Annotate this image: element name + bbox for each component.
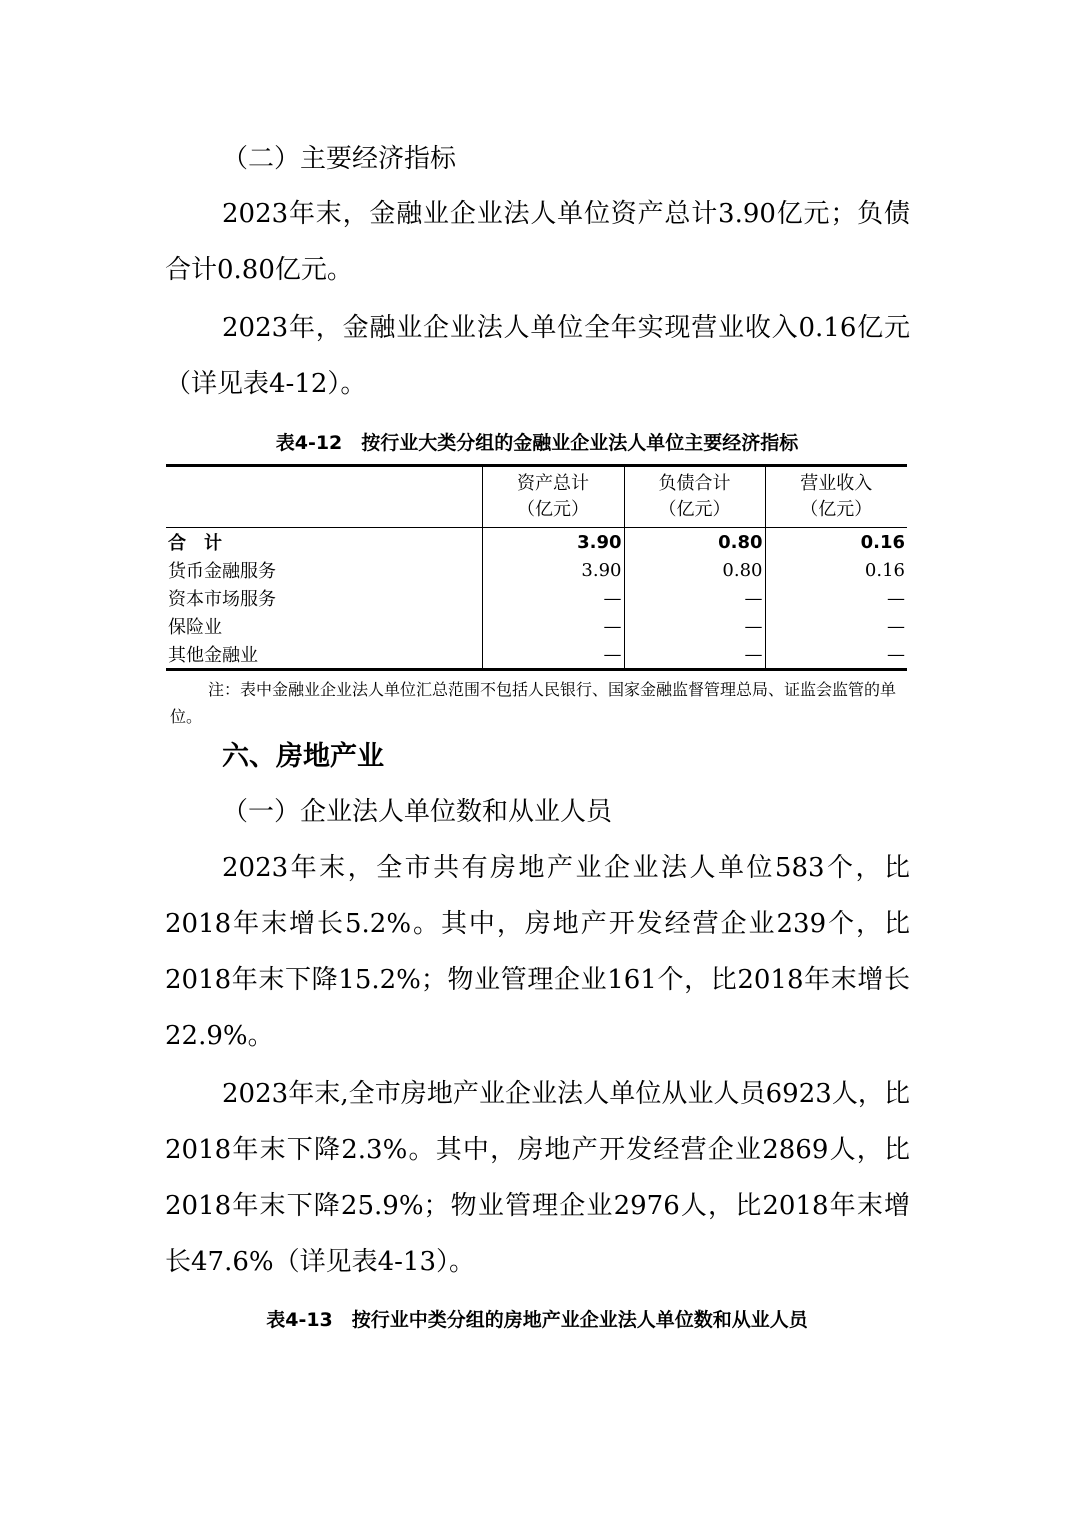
- section-heading-economic-indicators: （二）主要经济指标: [222, 144, 457, 174]
- row-label: 保险业: [168, 617, 222, 638]
- paragraph-assets-liabilities: 2023年末，金融业企业法人单位资产总计3.90亿元；负债合计0.80亿元。: [165, 199, 910, 285]
- table-header-cell: [765, 466, 907, 528]
- row-label: 资本市场服务: [168, 589, 276, 610]
- cell-value: 3.90: [482, 556, 624, 584]
- cell-value: —: [482, 584, 624, 612]
- column-name: 负债合计: [658, 473, 731, 494]
- cell-value: —: [765, 612, 907, 640]
- table-header-label-col: [166, 466, 482, 528]
- row-label: 货币金融服务: [168, 561, 276, 582]
- table-header-cell: [624, 466, 765, 528]
- table-row: [166, 612, 907, 640]
- row-label: 合 计: [168, 533, 222, 554]
- cell-value: —: [624, 612, 765, 640]
- column-unit: （亿元）: [517, 499, 589, 520]
- table-4-12-caption: 表4-12 按行业大类分组的金融业企业法人单位主要经济指标: [275, 432, 799, 454]
- section-heading-real-estate: 六、房地产业: [222, 741, 384, 772]
- table-header-cell: [482, 466, 624, 528]
- table-row: [166, 640, 907, 670]
- row-label: 其他金融业: [168, 645, 258, 666]
- table-row: [166, 556, 907, 584]
- cell-value: —: [482, 612, 624, 640]
- subsection-heading-units-employees: （一）企业法人单位数和从业人员: [222, 797, 613, 827]
- cell-value: 3.90: [482, 528, 624, 557]
- table-header-row: [166, 466, 907, 528]
- table-4-13-caption: 表4-13 按行业中类分组的房地产业企业法人单位数和从业人员: [266, 1309, 808, 1331]
- cell-value: —: [624, 640, 765, 670]
- paragraph-unit-counts: 2023年末，全市共有房地产业企业法人单位583个，比2018年末增长5.2%。其中，房地产开发经营企业239个，比2018年末下降15.2%；物业管理企业161个，比2018年末增长22.9%。: [165, 853, 910, 1051]
- cell-value: 0.16: [765, 528, 907, 557]
- table-row-total: [166, 528, 907, 557]
- paragraph-operating-revenue: 2023年，金融业企业法人单位全年实现营业收入0.16亿元（详见表4-12）。: [165, 313, 910, 399]
- paragraph-employees: 2023年末,全市房地产业企业法人单位从业人员6923人，比2018年末下降2.3%。其中，房地产开发经营企业2869人，比2018年末下降25.9%；物业管理企业2976人，比2018年末增长47.6%（详见表4-13）。: [165, 1079, 910, 1277]
- column-name: 资产总计: [517, 473, 589, 494]
- table-row: [166, 584, 907, 612]
- column-unit: （亿元）: [658, 499, 731, 520]
- column-name: 营业收入: [800, 473, 873, 494]
- table-4-12: [166, 464, 907, 671]
- cell-value: —: [482, 640, 624, 670]
- cell-value: 0.16: [765, 556, 907, 584]
- cell-value: 0.80: [624, 556, 765, 584]
- column-unit: （亿元）: [800, 499, 873, 520]
- cell-value: 0.80: [624, 528, 765, 557]
- table-note: 注：表中金融业企业法人单位汇总范围不包括人民银行、国家金融监督管理总局、证监会监管的单位。: [170, 680, 897, 726]
- cell-value: —: [765, 584, 907, 612]
- cell-value: —: [765, 640, 907, 670]
- cell-value: —: [624, 584, 765, 612]
